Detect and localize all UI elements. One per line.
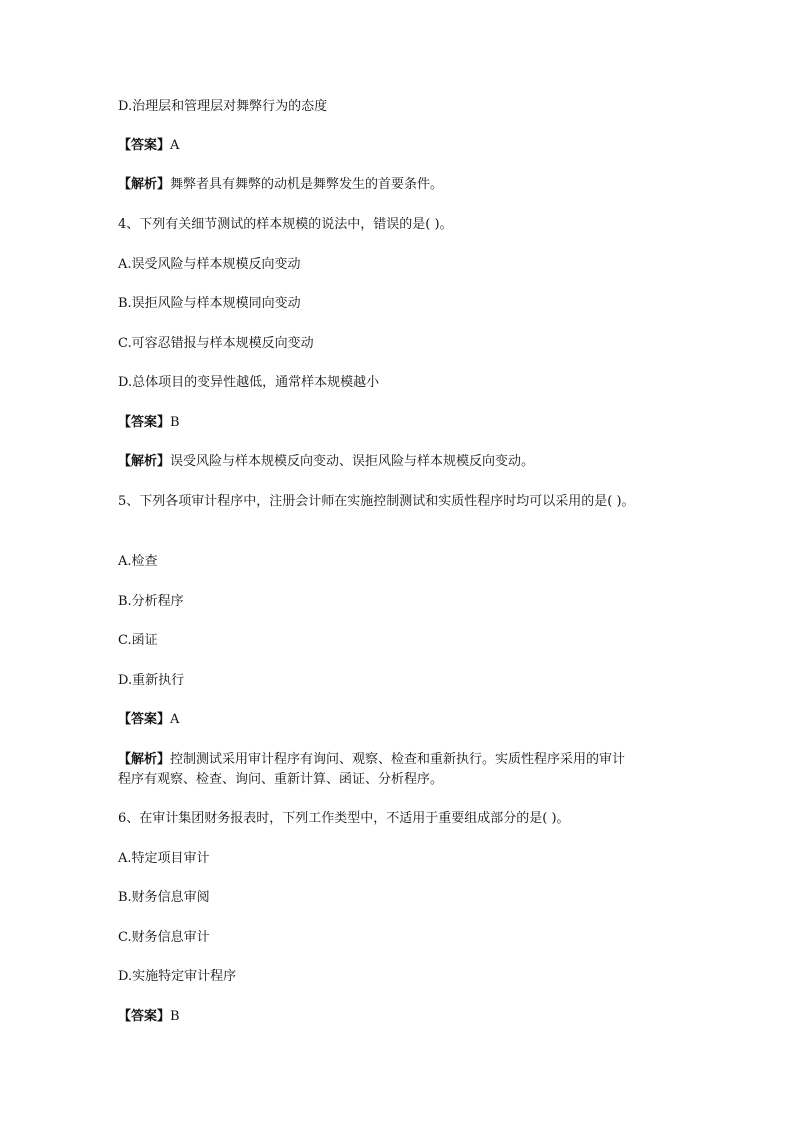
q5-option-d: D.重新执行 [118,673,185,688]
q4-analysis [118,452,534,472]
q6-answer [118,1007,180,1027]
answer-label: 【答案】 [118,1009,171,1024]
q5-option-a: A.检查 [118,554,158,569]
q4-answer [118,413,180,433]
q6-option-d: D.实施特定审计程序 [118,969,237,984]
analysis-label: 【解析】 [118,177,171,192]
q6-option-c: C.财务信息审计 [118,930,210,945]
answer-value: B [170,415,180,430]
q4-question: 4、下列有关细节测试的样本规模的说法中，错误的是( )。 [118,217,453,232]
q6-question: 6、在审计集团财务报表时，下列工作类型中，不适用于重要组成部分的是( )。 [118,811,570,826]
q5-answer [118,710,179,730]
q5-question: 5、下列各项审计程序中，注册会计师在实施控制测试和实质性程序时均可以采用的是( )。 [118,494,635,509]
answer-value: A [170,138,180,153]
q5-analysis-line1 [118,750,625,770]
answer-value: B [170,1009,180,1024]
analysis-label: 【解析】 [118,752,171,767]
analysis-text: 控制测试采用审计程序有询问、观察、检查和重新执行。实质性程序采用的审计 [170,752,626,767]
q5-option-c: C.函证 [118,633,158,648]
answer-label: 【答案】 [118,415,171,430]
analysis-text: 误受风险与样本规模反向变动、误拒风险与样本规模反向变动。 [170,454,535,469]
q6-option-b: B.财务信息审阅 [118,890,210,905]
answer-value: A [170,712,180,727]
analysis-text: 舞弊者具有舞弊的动机是舞弊发生的首要条件。 [170,177,444,192]
q4-option-a: A.误受风险与样本规模反向变动 [118,257,301,272]
answer-label: 【答案】 [118,138,171,153]
q3-analysis [118,175,443,195]
q3-answer [118,136,179,156]
q6-option-a: A.特定项目审计 [118,851,210,866]
q4-option-b: B.误拒风险与样本规模同向变动 [118,296,301,311]
answer-label: 【答案】 [118,712,171,727]
q3-option-d: D.治理层和管理层对舞弊行为的态度 [118,99,328,114]
q5-option-b: B.分析程序 [118,594,184,609]
analysis-label: 【解析】 [118,454,171,469]
q4-option-c: C.可容忍错报与样本规模反向变动 [118,336,314,351]
q5-analysis-line2: 程序有观察、检查、询问、重新计算、函证、分析程序。 [118,772,444,787]
q4-option-d: D.总体项目的变异性越低，通常样本规模越小 [118,375,380,390]
